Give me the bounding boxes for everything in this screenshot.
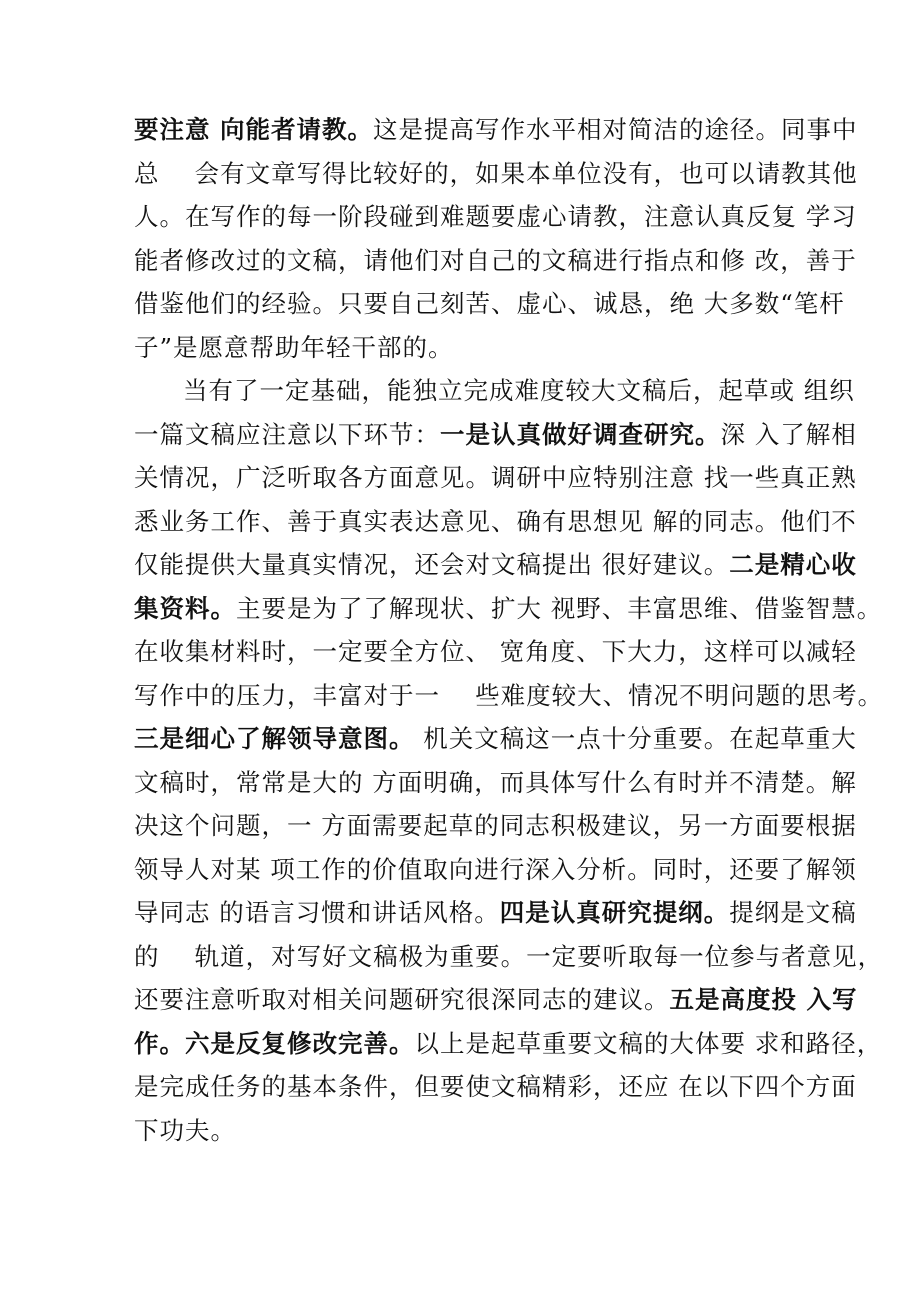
body-text: 当有了一定基础，能独立完成难度较大文稿后，起草或 组织 — [183, 376, 855, 405]
bold-heading-text: 一是认真做好调查研究。 — [440, 419, 721, 449]
text-line — [134, 935, 884, 979]
text-line — [134, 891, 857, 935]
text-line — [134, 543, 857, 587]
body-text: 还要注意听取对相关问题研究很深同志的建议。 — [134, 985, 670, 1014]
body-text: 以上是起草重要文稿的大体要 求和路径， — [414, 1028, 883, 1058]
body-text: 文稿时，常常是大的 方面明确，而具体写什么有时并不清楚。解 — [134, 767, 857, 797]
body-text: 悉业务工作、善于真实表达意见、确有思想见 解的同志。他们不 — [134, 506, 857, 536]
body-text: 子”是愿意帮助年轻干部的。 — [134, 332, 454, 362]
text-line — [134, 587, 883, 631]
text-line — [134, 1109, 786, 1153]
body-text: 在收集材料时，一定要全方位、 宽角度、下大力，这样可以减轻 — [134, 637, 857, 666]
text-line — [134, 326, 786, 370]
bold-heading-text: 二是精心收 — [729, 550, 857, 579]
body-text: 机关文稿这一点十分重要。在起草重大 — [414, 724, 857, 753]
bold-heading-text: 四是认真研究提纲。 — [499, 898, 730, 927]
bold-heading-text: 要注意 向能者请教。 — [134, 115, 374, 144]
text-line — [134, 500, 857, 544]
body-text: 关情况，广泛听取各方面意见。调研中应特别注意 找一些真正熟 — [134, 463, 857, 492]
body-text: 一篇文稿应注意以下环节： — [134, 419, 440, 449]
bold-heading-text: 作。六是反复修改完善。 — [134, 1028, 415, 1058]
body-text: 提纲是文稿 — [729, 898, 857, 927]
bold-heading-text: 三是细心了解领导意图。 — [134, 724, 415, 753]
text-line — [134, 1022, 883, 1066]
text-line — [134, 630, 857, 674]
bold-heading-text: 集资料。 — [134, 593, 236, 623]
body-text: 是完成任务的基本条件，但要使文稿精彩，还应 在以下四个方面 — [134, 1072, 857, 1101]
text-line — [134, 282, 845, 326]
body-text: 领导人对某 项工作的价值取向进行深入分析。同时，还要了解领 — [134, 854, 857, 884]
body-text: 仅能提供大量真实情况，还会对文稿提出 很好建议。 — [134, 550, 730, 579]
body-text: 主要是为了了解现状、扩大 视野、丰富思维、借鉴智慧。 — [236, 593, 883, 623]
body-text: 的 轨道，对写好文稿极为重要。一定要听取每一位参与者意见， — [134, 941, 884, 971]
body-text: 总 会有文章写得比较好的，如果本单位没有，也可以请教其他 — [134, 158, 858, 188]
text-line — [134, 239, 857, 283]
text-line — [134, 978, 858, 1022]
body-text: 人。在写作的每一阶段碰到难题要虚心请教，注意认真反复 学习 — [134, 202, 857, 231]
bold-heading-text: 五是高度投 入写 — [669, 985, 858, 1014]
body-text: 决这个问题，一 方面需要起草的同志积极建议，另一方面要根据 — [134, 811, 857, 840]
text-line — [134, 152, 858, 196]
text-line — [134, 848, 857, 892]
body-text: 导同志 的语言习惯和讲话风格。 — [134, 898, 500, 927]
text-line — [134, 674, 884, 718]
text-line — [134, 195, 857, 239]
text-line — [134, 456, 857, 500]
text-line — [134, 717, 857, 761]
text-line — [134, 413, 857, 457]
body-text: 这是提高写作水平相对简洁的途径。同事中 — [373, 115, 858, 144]
text-line — [134, 108, 858, 152]
document-body — [134, 108, 884, 1152]
body-text: 深 入了解相 — [720, 419, 857, 449]
text-line — [134, 369, 855, 413]
body-text: 借鉴他们的经验。只要自己刻苦、虚心、诚恳，绝 大多数“笔杆 — [134, 289, 845, 318]
body-text: 下功夫。 — [134, 1115, 236, 1145]
text-line — [134, 1065, 857, 1109]
text-line — [134, 761, 857, 805]
body-text: 写作中的压力，丰富对于一 些难度较大、情况不明问题的思考。 — [134, 680, 884, 710]
text-line — [134, 804, 857, 848]
body-text: 能者修改过的文稿，请他们对自己的文稿进行指点和修 改，善于 — [134, 245, 857, 275]
